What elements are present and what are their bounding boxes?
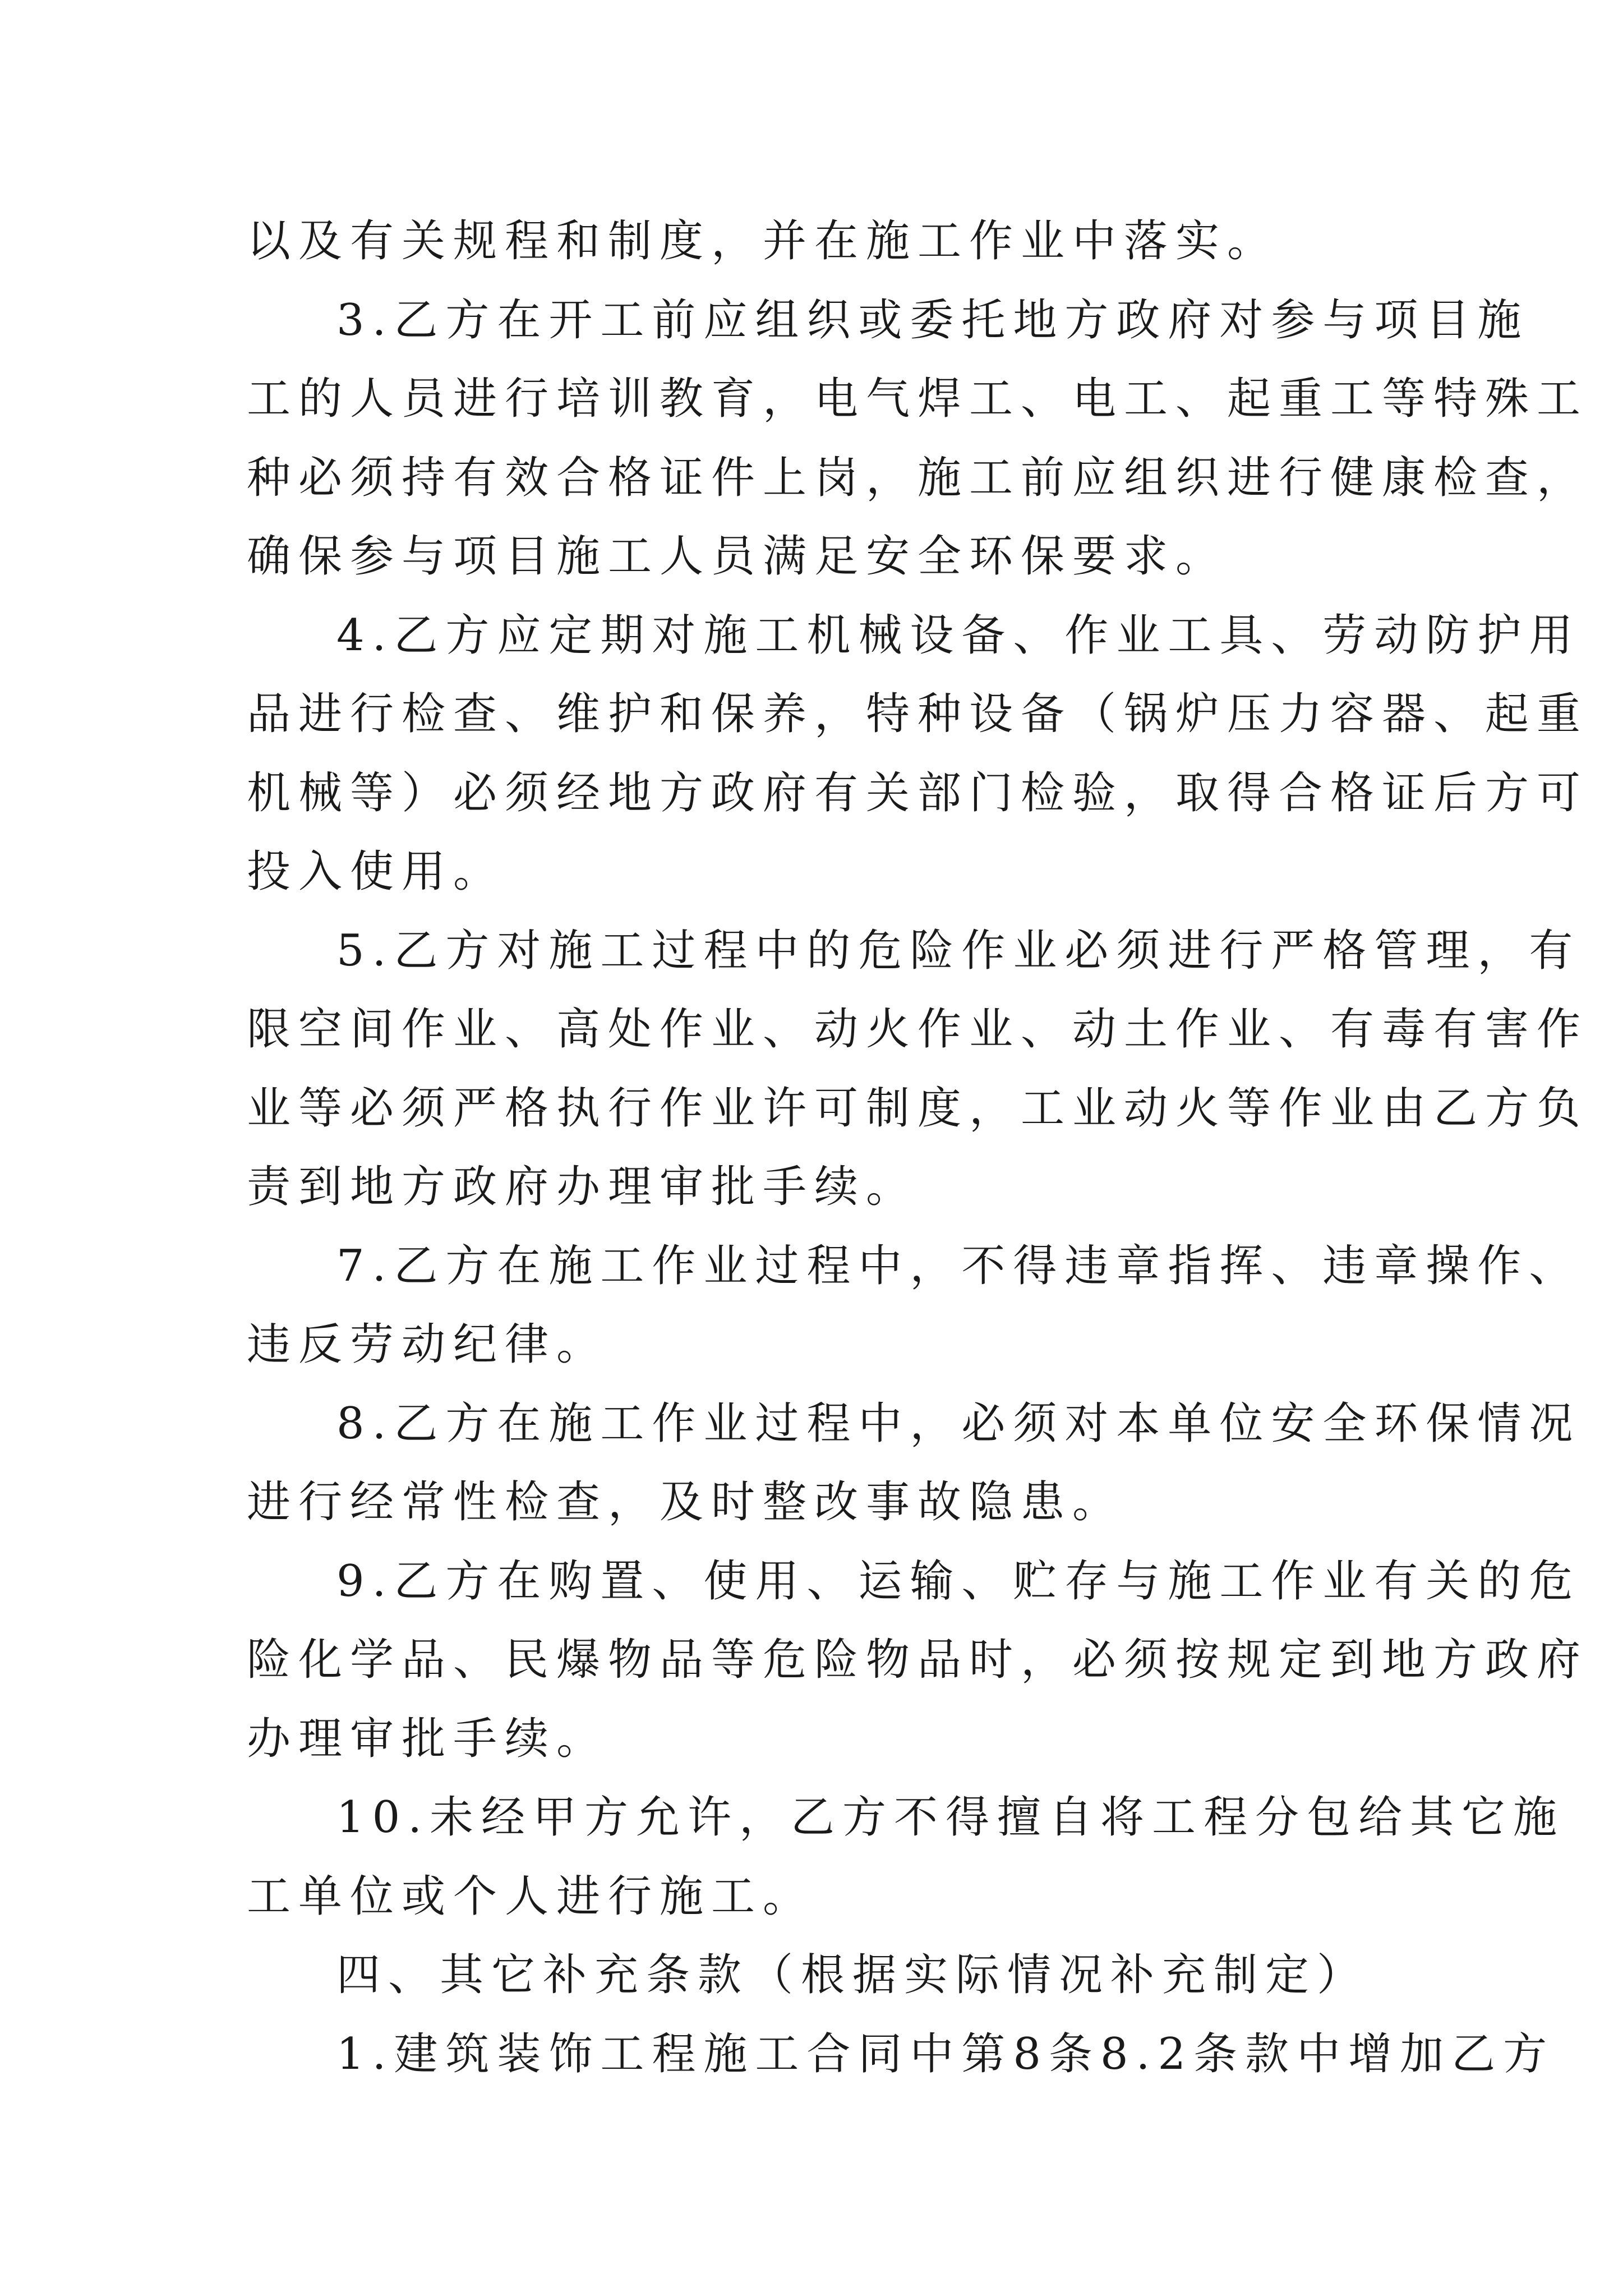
text-line: 种必须持有效合格证件上岗，施工前应组织进行健康检查， — [247, 452, 1589, 503]
text-line: 业等必须严格执行作业许可制度，工业动火等作业由乙方负 — [247, 1083, 1589, 1134]
paragraph-item-9: 9.乙方在购置、使用、运输、贮存与施工作业有关的危 — [336, 1556, 1581, 1607]
text-line: 办理审批手续。 — [247, 1713, 608, 1764]
text-line: 机械等）必须经地方政府有关部门检验，取得合格证后方可 — [247, 767, 1589, 818]
paragraph-item-8: 8.乙方在施工作业过程中，必须对本单位安全环保情况 — [336, 1398, 1581, 1449]
text-line: 险化学品、民爆物品等危险物品时，必须按规定到地方政府 — [247, 1635, 1589, 1685]
text-line: 进行经常性检查，及时整改事故隐患。 — [247, 1477, 1124, 1527]
text-line: 以及有关规程和制度，并在施工作业中落实。 — [247, 216, 1279, 266]
paragraph-item-10: 10.未经甲方允许，乙方不得擅自将工程分包给其它施 — [336, 1792, 1565, 1843]
text-line: 责到地方政府办理审批手续。 — [247, 1162, 918, 1212]
paragraph-item-1: 1.建筑装饰工程施工合同中第8条8.2条款中增加乙方 — [336, 2028, 1555, 2079]
text-line: 工单位或个人进行施工。 — [247, 1871, 815, 1922]
paragraph-item-4: 4.乙方应定期对施工机械设备、作业工具、劳动防护用 — [336, 610, 1581, 661]
document-body — [247, 202, 1589, 2093]
paragraph-item-5: 5.乙方对施工过程中的危险作业必须进行严格管理，有 — [336, 925, 1581, 976]
text-line: 投入使用。 — [247, 846, 505, 897]
text-line: 确保参与项目施工人员满足安全环保要求。 — [247, 531, 1228, 582]
text-line: 品进行检查、维护和保养，特种设备（锅炉压力容器、起重 — [247, 689, 1589, 739]
text-line: 违反劳动纪律。 — [247, 1319, 608, 1370]
text-line: 工的人员进行培训教育，电气焊工、电工、起重工等特殊工 — [247, 374, 1589, 424]
paragraph-item-7: 7.乙方在施工作业过程中，不得违章指挥、违章操作、 — [336, 1240, 1581, 1291]
text-line: 限空间作业、高处作业、动火作业、动土作业、有毒有害作 — [247, 1004, 1589, 1055]
paragraph-item-3: 3.乙方在开工前应组织或委托地方政府对参与项目施 — [336, 295, 1529, 346]
section-heading-4: 四、其它补充条款（根据实际情况补充制定） — [336, 1950, 1369, 2000]
